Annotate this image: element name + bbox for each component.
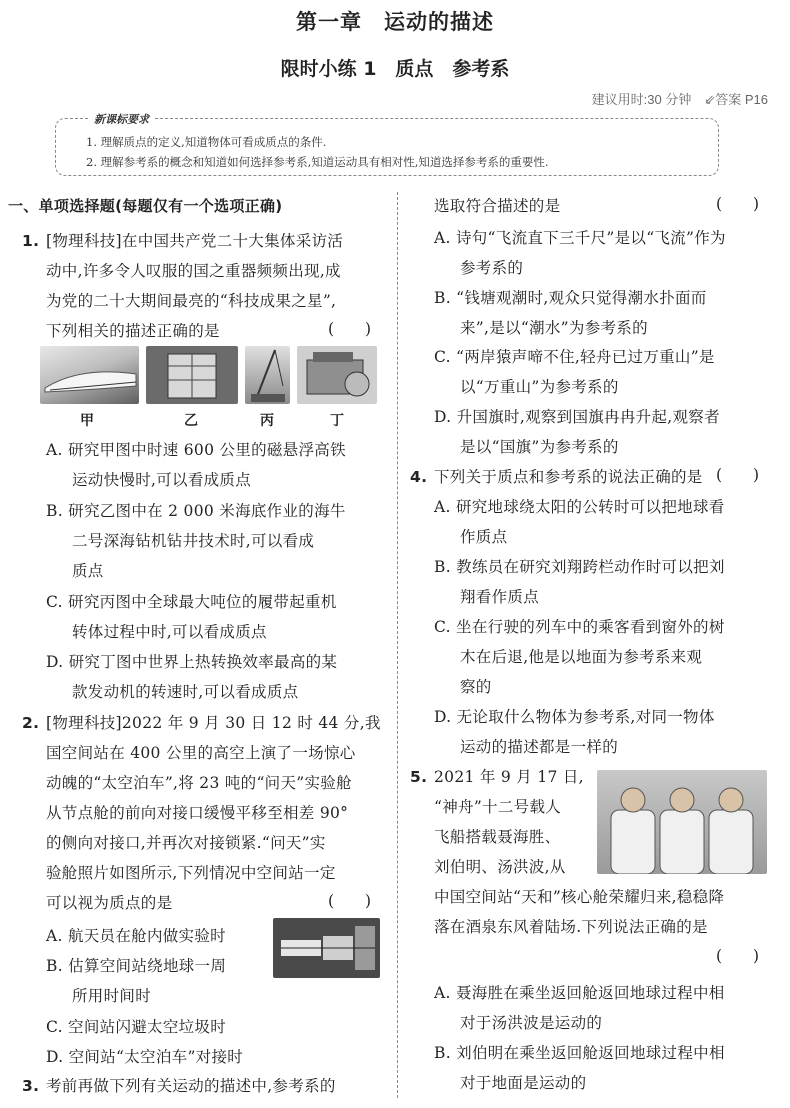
space-station-photo [273,918,380,978]
option-text: D. 空间站“太空泊车”对接时 [46,1048,244,1066]
option-text: D. 无论取什么物体为参考系,对同一物体 [434,708,715,726]
option-text: 转体过程中时,可以看成质点 [72,623,267,641]
option-text: C. 研究丙图中全球最大吨位的履带起重机 [46,593,337,611]
option-text: A. 诗句“飞流直下三千尺”是以“飞流”作为 [434,229,726,247]
requirement-item: 2. 理解参考系的概念和知道如何选择参考系,知道运动具有相对性,知道选择参考系的重要性. [86,155,549,169]
option-text: C. 空间站闪避太空垃圾时 [46,1018,227,1036]
option-text: B. 刘伯明在乘坐返回舱返回地球过程中相 [434,1044,725,1062]
question-number: 1. [22,232,40,250]
answer-blank: ( ) [328,320,372,338]
question-number: 3. [22,1077,40,1095]
question-text: 下列相关的描述正确的是 [46,322,220,340]
option-text: 察的 [460,678,492,696]
question-number: 5. [410,768,428,786]
answer-blank: ( ) [716,466,760,484]
option-text: D. 研究丁图中世界上热转换效率最高的某 [46,653,338,671]
question-text: “神舟”十二号载人 [434,798,562,816]
question-text: 选取符合描述的是 [434,197,561,215]
maglev-train-photo [40,346,139,404]
option-text: 所用时间时 [72,987,152,1005]
option-text: A. 研究甲图中时速 600 公里的磁悬浮高铁 [46,441,346,459]
option-text: 款发动机的转速时,可以看成质点 [72,683,299,701]
option-text: 是以“国旗”为参考系的 [460,438,619,456]
answer-blank: ( ) [716,947,760,965]
image-caption: 丙 [260,413,274,429]
option-text: 来”,是以“潮水”为参考系的 [460,319,648,337]
question-text: 的侧向对接口,并再次对接锁紧.“问天”实 [46,834,326,852]
question-number: 4. [410,468,428,486]
option-text: 参考系的 [460,259,524,277]
option-text: 运动快慢时,可以看成质点 [72,471,252,489]
option-text: B. 教练员在研究刘翔跨栏动作时可以把刘 [434,558,725,576]
question-text: 考前再做下列有关运动的描述中,参考系的 [46,1077,336,1095]
crawler-crane-photo [245,346,290,404]
astronauts-photo [597,770,767,874]
option-text: 对于地面是运动的 [460,1074,587,1092]
option-text: 二号深海钻机钻井技术时,可以看成 [72,532,315,550]
question-text: [物理科技]在中国共产党二十大集体采访活 [46,232,344,250]
question-text: 刘伯明、汤洪波,从 [434,858,566,876]
option-text: 质点 [72,562,104,580]
question-text: 可以视为质点的是 [46,894,173,912]
practice-subtitle: 限时小练 1 质点 参考系 [280,58,510,80]
option-text: 翔看作质点 [460,588,540,606]
chapter-title: 第一章 运动的描述 [296,10,494,34]
question-text: 动魄的“太空泊车”,将 23 吨的“问天”实验舱 [46,774,352,792]
requirements-title: 新课标要求 [90,111,153,127]
requirement-item: 1. 理解质点的定义,知道物体可看成质点的条件. [86,135,327,149]
time-answer-meta: 建议用时:30 分钟 ⇙答案 P16 [591,92,768,107]
option-text: 对于汤洪波是运动的 [460,1014,603,1032]
question-text: 验舱照片如图所示,下列情况中空间站一定 [46,864,336,882]
image-caption: 丁 [330,413,344,429]
engine-photo [297,346,377,404]
answer-blank: ( ) [716,195,760,213]
question-text: 飞船搭载聂海胜、 [434,828,561,846]
option-text: C. “两岸猿声啼不住,轻舟已过万重山”是 [434,348,715,366]
option-text: 以“万重山”为参考系的 [460,378,619,396]
option-text: A. 聂海胜在乘坐返回舱返回地球过程中相 [434,984,725,1002]
option-text: C. 坐在行驶的列车中的乘客看到窗外的树 [434,618,725,636]
question-number: 2. [22,714,40,732]
option-text: A. 航天员在舱内做实验时 [46,927,226,945]
question-text: 落在酒泉东风着陆场.下列说法正确的是 [434,918,708,936]
image-caption: 甲 [80,413,94,429]
column-divider [397,192,398,1098]
option-text: D. 升国旗时,观察到国旗冉冉升起,观察者 [434,408,720,426]
question-text: 动中,许多令人叹服的国之重器频频出现,成 [46,262,341,280]
option-text: 运动的描述都是一样的 [460,738,619,756]
question-text: 中国空间站“天和”核心舱荣耀归来,稳稳降 [434,888,725,906]
option-text: B. “钱塘观潮时,观众只觉得潮水扑面而 [434,289,707,307]
option-text: B. 估算空间站绕地球一周 [46,957,227,975]
option-text: 木在后退,他是以地面为参考系来观 [460,648,703,666]
answer-blank: ( ) [328,892,372,910]
option-text: 作质点 [460,528,508,546]
question-text: 下列关于质点和参考系的说法正确的是 [434,468,703,486]
section-heading: 一、单项选择题(每题仅有一个选项正确) [8,197,283,215]
option-text: B. 研究乙图中在 2 000 米海底作业的海牛 [46,502,346,520]
deep-sea-drill-photo [146,346,238,404]
option-text: A. 研究地球绕太阳的公转时可以把地球看 [434,498,725,516]
question-text: 从节点舱的前向对接口缓慢平移至相差 90° [46,804,349,822]
question-text: 2021 年 9 月 17 日, [434,768,584,786]
question-text: 国空间站在 400 公里的高空上演了一场惊心 [46,744,356,762]
question-text: 为党的二十大期间最亮的“科技成果之星”, [46,292,337,310]
image-caption: 乙 [184,413,198,429]
question-text: [物理科技]2022 年 9 月 30 日 12 时 44 分,我 [46,714,381,732]
